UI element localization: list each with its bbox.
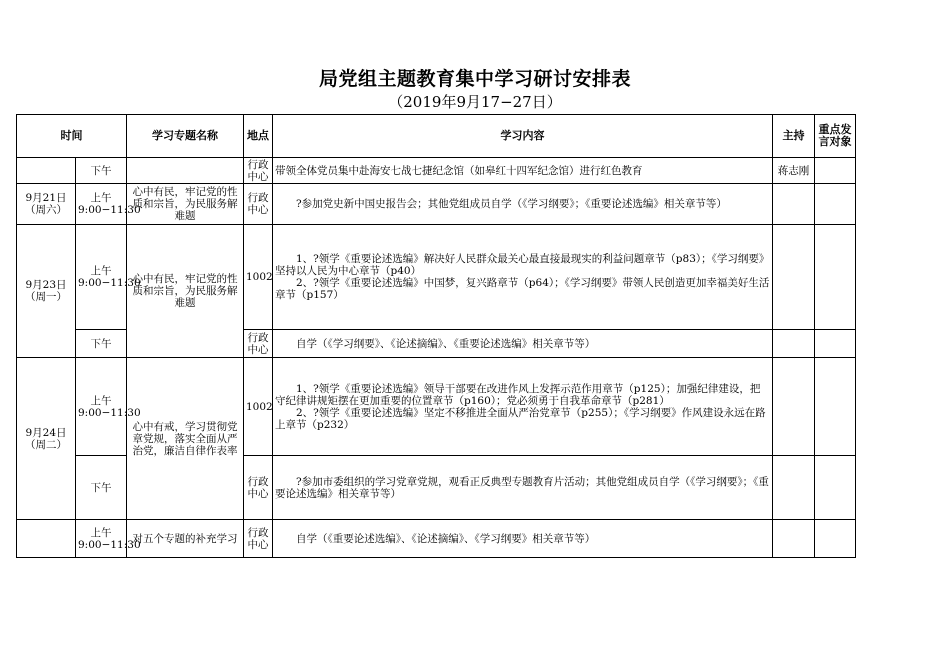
cell-host xyxy=(773,520,815,558)
cell-date: 9月24日（周二） xyxy=(17,358,76,520)
cell-date: 9月23日（周一） xyxy=(17,225,76,358)
cell-date: 9月21日（周六） xyxy=(17,184,76,225)
cell-session: 下午 xyxy=(76,330,127,358)
content-line: 2、?领学《重要论述选编》中国梦，复兴路章节（p64）；《学习纲要》带领人民创造更加幸福美好生活章节（p157） xyxy=(275,277,770,301)
cell-place: 行政中心 xyxy=(244,456,273,520)
schedule-table xyxy=(16,114,856,558)
cell-content xyxy=(273,158,773,184)
cell-focus xyxy=(815,330,856,358)
cell-date xyxy=(17,158,76,184)
table-row xyxy=(17,225,856,330)
cell-date xyxy=(17,520,76,558)
cell-focus xyxy=(815,456,856,520)
content-line: 带领全体党员集中赴海安七战七捷纪念馆（如皋红十四军纪念馆）进行红色教育 xyxy=(275,164,643,177)
header-time: 时间 xyxy=(17,115,127,158)
cell-place: 1002 xyxy=(244,358,273,456)
cell-session: 下午 xyxy=(76,158,127,184)
header-content: 学习内容 xyxy=(273,115,773,158)
cell-place: 行政中心 xyxy=(244,184,273,225)
header-host: 主持 xyxy=(773,115,815,158)
cell-place: 行政中心 xyxy=(244,330,273,358)
cell-focus xyxy=(815,184,856,225)
cell-topic: 心中有民，牢记党的性质和宗旨，为民服务解难题 xyxy=(127,184,244,225)
cell-place: 1002 xyxy=(244,225,273,330)
cell-host xyxy=(773,358,815,456)
cell-session: 上午9:00−11:30 xyxy=(76,225,127,330)
content-line: 1、?领学《重要论述选编》领导干部要在改进作风上发挥示范作用章节（p125）；加强纪律建设，把守纪律讲规矩摆在更加重要的位置章节（p160）；党必须勇于自我革命章节（p281） xyxy=(275,382,761,407)
content-line: 自学（《重要论述选编》、《论述摘编》、《学习纲要》相关章节等） xyxy=(296,532,596,545)
cell-topic: 心中有戒，学习贯彻党章党规，落实全面从严治党，廉洁自律作表率 xyxy=(127,358,244,520)
cell-host xyxy=(773,456,815,520)
page-subtitle: （2019年9月17−27日） xyxy=(388,93,562,111)
cell-topic xyxy=(127,158,244,184)
cell-host: 蒋志刚 xyxy=(773,158,815,184)
content-line: 2、?领学《重要论述选编》坚定不移推进全面从严治党章节（p255）；《学习纲要》作风建设永远在路上章节（p232） xyxy=(275,406,766,431)
cell-place: 行政中心 xyxy=(244,158,273,184)
table-row xyxy=(17,184,856,225)
table-row xyxy=(17,358,856,456)
cell-topic: 对五个专题的补充学习 xyxy=(127,520,244,558)
header-focus: 重点发言对象 xyxy=(815,115,856,158)
cell-place: 行政中心 xyxy=(244,520,273,558)
cell-host xyxy=(773,225,815,330)
cell-focus xyxy=(815,158,856,184)
content-line: 自学（《学习纲要》、《论述摘编》、《重要论述选编》相关章节等） xyxy=(296,337,596,350)
cell-content xyxy=(273,330,773,358)
content-line: ?参加党史新中国史报告会；其他党组成员自学（《学习纲要》；《重要论述选编》相关章节等） xyxy=(296,198,727,210)
cell-content xyxy=(273,225,773,330)
header-topic: 学习专题名称 xyxy=(127,115,244,158)
cell-focus xyxy=(815,520,856,558)
content-line: ?参加市委组织的学习党章党规，观看正反典型专题教育片活动；其他党组成员自学（《学习纲要》；《重要论述选编》相关章节等） xyxy=(275,475,769,500)
cell-session: 上午9:00−11:30 xyxy=(76,184,127,225)
cell-content xyxy=(273,184,773,225)
cell-session: 上午9:00−11:30 xyxy=(76,358,127,456)
cell-session: 上午9:00−11:30 xyxy=(76,520,127,558)
cell-host xyxy=(773,330,815,358)
page-title: 局党组主题教育集中学习研讨安排表 xyxy=(318,68,631,90)
cell-content xyxy=(273,358,773,456)
table-row xyxy=(17,158,856,184)
table-row xyxy=(17,520,856,558)
cell-content xyxy=(273,520,773,558)
header-row xyxy=(17,115,856,158)
cell-topic: 心中有民，牢记党的性质和宗旨，为民服务解难题 xyxy=(127,225,244,358)
header-place: 地点 xyxy=(244,115,273,158)
cell-focus xyxy=(815,225,856,330)
cell-host xyxy=(773,184,815,225)
content-line: 1、?领学《重要论述选编》解决好人民群众最关心最直接最现实的利益问题章节（p83）；《学习纲要》坚持以人民为中心章节（p40） xyxy=(275,253,770,277)
cell-content xyxy=(273,456,773,520)
cell-session: 下午 xyxy=(76,456,127,520)
cell-focus xyxy=(815,358,856,456)
